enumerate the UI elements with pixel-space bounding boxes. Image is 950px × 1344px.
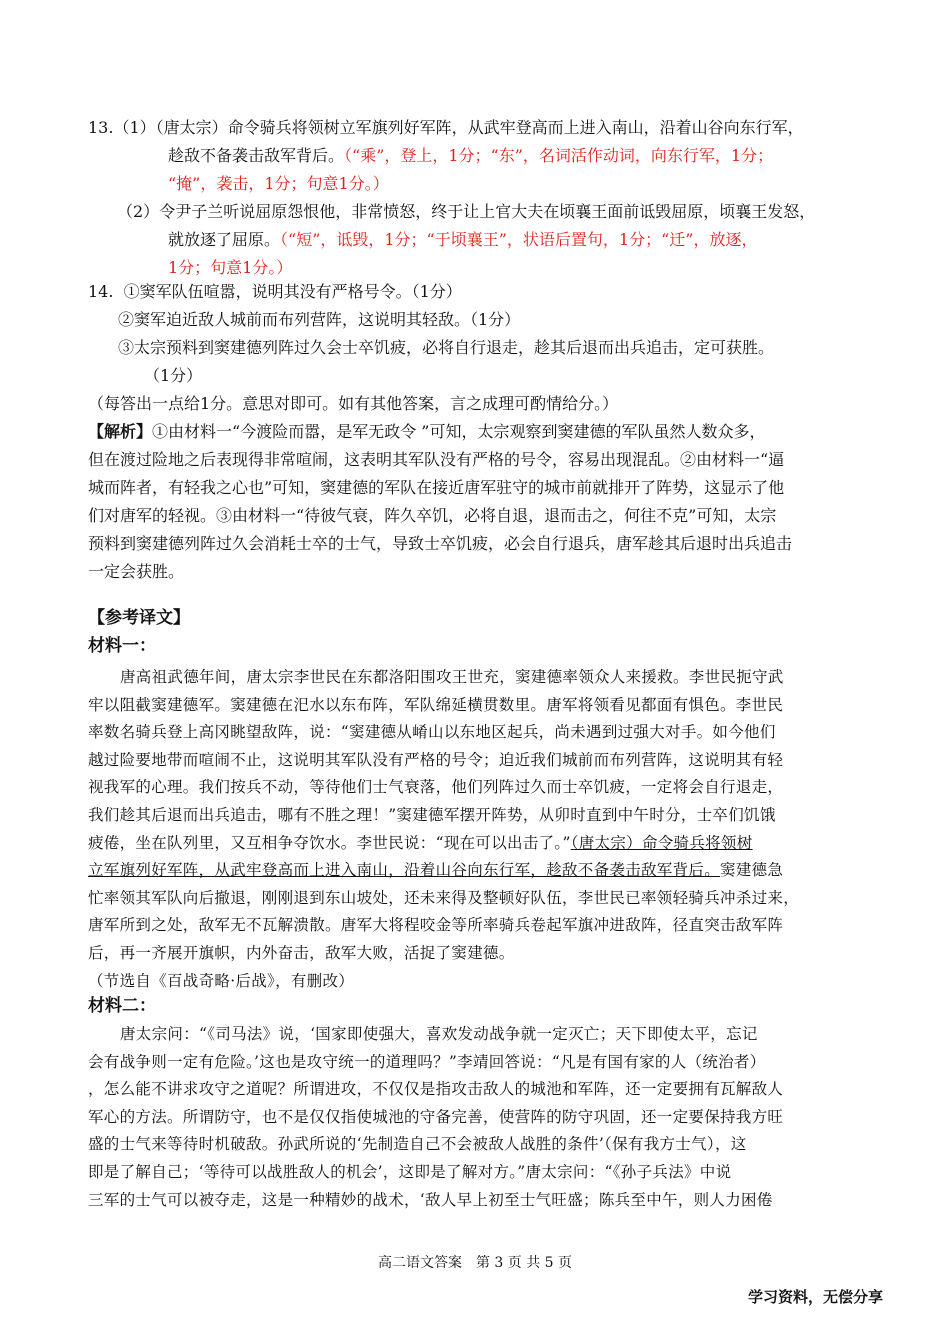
paragraph-line: 忙率领其军队向后撤退，刚刚退到东山坡处，还未来得及整顿好队伍，李世民已率领轻骑兵冲杀过来，: [88, 888, 800, 907]
page-footer: 高二语文答案 第 3 页 共 5 页: [377, 1255, 573, 1271]
paragraph-line: 视我军的心理。我们按兵不动，等待他们士气衰落，他们列阵过久而士卒饥疲，一定将会自行退走，: [88, 778, 784, 797]
paragraph-line: 唐军所到之处，敌军无不瓦解溃散。唐军大将程咬金等所率骑兵卷起军旗冲进敌阵，径直突击敌军阵: [88, 916, 784, 935]
score-note: （“乘”，登上，1分；“东”，名词活作动词，向东行军，1分；: [344, 146, 774, 165]
underlined-sentence: （唐太宗）命令骑兵将领树: [570, 833, 753, 852]
q13-p2-line1: （2）令尹子兰听说屈原怨恨他，非常愤怒，终于让上官大夫在顷襄王面前诋毁屈原，顷襄王发怒，: [117, 202, 816, 221]
material-1-title: 材料一：: [88, 636, 156, 656]
paragraph-line: 我们趁其后退而出兵追击，哪有不胜之理！”窦建德军摆开阵势，从卯时直到中午时分，士卒们饥饿: [88, 805, 776, 824]
score-note: 1分；句意1分。）: [168, 258, 293, 277]
paragraph-line: 即是了解自己；‘等待可以战胜敌人的机会’，这即是了解对方。”唐太宗问：“《孙子兵法》中说: [88, 1162, 732, 1181]
analysis-line: 城而阵者，有轻我之心也”可知，窦建德的军队在接近唐军驻守的城市前就排开了阵势，这显示了他: [88, 478, 785, 497]
analysis-line: 一定会获胜。: [88, 562, 185, 581]
paragraph-line: 会有战争则一定有危险。’这也是攻守统一的道理吗？”李靖回答说：“凡是有国有家的人（统治者）: [88, 1052, 766, 1071]
paragraph-line: 立军旗列好军阵，从武牢登高而上进入南山，沿着山谷向东行军，趁敌不备袭击敌军背后。窦建德急: [88, 861, 784, 880]
q14-answer-2: ②窦军迫近敌人城前而布列营阵，这说明其轻敌。（1分）: [118, 310, 521, 329]
question-14: [88, 278, 868, 586]
underlined-sentence: 立军旗列好军阵，从武牢登高而上进入南山，沿着山谷向东行军，趁敌不备袭击敌军背后。: [88, 861, 721, 880]
material-1-text: [88, 664, 868, 995]
section-title: 【参考译文】: [88, 608, 190, 628]
paragraph-line: 后，再一齐展开旗帜，内外奋击，敌军大败，活捉了窦建德。: [88, 943, 515, 962]
share-note: 学习资料，无偿分享: [748, 1288, 884, 1306]
score-note: “掩”，袭击，1分；句意1分。）: [168, 174, 389, 193]
paragraph-line: 唐太宗问：“《司马法》说，‘国家即使强大，喜欢发动战争就一定灭亡；天下即使太平，忘记: [120, 1025, 758, 1043]
paragraph-line: 率数名骑兵登上高冈眺望敌阵，说：“窦建德从崤山以东地区起兵，尚未遇到过强大对手。如今他们: [88, 723, 776, 742]
q13-p1-line1: 13.（1）（唐太宗）命令骑兵将领树立军旗列好军阵，从武牢登高而上进入南山，沿着山谷向东行军，: [88, 118, 804, 137]
analysis-line: 们对唐军的轻视。③由材料一“待彼气衰，阵久卒饥，必将自退，退而击之，何往不克”可知，太宗: [88, 506, 777, 525]
analysis-label: 【解析】: [88, 422, 153, 441]
q13-p1-line2: 趁敌不备袭击敌军背后。（“乘”，登上，1分；“东”，名词活作动词，向东行军，1分；: [168, 146, 774, 165]
reference-translation: [88, 604, 868, 660]
paragraph-line: 疲倦，坐在队列里，又互相争夺饮水。李世民说：“现在可以出击了。”（唐太宗）命令骑兵将领树: [88, 833, 753, 852]
q14-answer-1: 14. ①窦军队伍喧嚣，说明其没有严格号令。（1分）: [88, 282, 462, 301]
material-2-title: 材料二：: [88, 996, 156, 1016]
paragraph-line: 三军的士气可以被夺走，这是一种精妙的战术，‘敌人早上初至士气旺盛；陈兵至中午，则人力困倦: [88, 1190, 773, 1209]
paragraph-line: 军心的方法。所谓防守，也不是仅仅指使城池的守备完善，使营阵的防守巩固，还一定要保持我方旺: [88, 1107, 784, 1126]
question-13: [88, 114, 868, 282]
q13-p2-line2: 就放逐了屈原。（“短”，诋毁，1分；“于顷襄王”，状语后置句，1分；“迁”，放逐，: [168, 230, 758, 249]
source-note: （节选自《百战奇略·后战》，有删改）: [88, 971, 355, 990]
paragraph-line: 唐高祖武德年间，唐太宗李世民在东都洛阳围攻王世充，窦建德率领众人来援救。李世民扼守武: [120, 668, 784, 686]
paragraph-line: 牢以阻截窦建德军。窦建德在汜水以东布阵，军队绵延横贯数里。唐军将领看见都面有惧色。李世民: [88, 695, 784, 714]
q14-answer-3-score: （1分）: [144, 366, 203, 385]
paragraph-line: 越过险要地带而喧闹不止，这说明其军队没有严格的号令；迫近我们城前而布列营阵，这说明其有轻: [88, 750, 784, 769]
paragraph-line: 盛的士气来等待时机破敌。孙武所说的‘先制造自己不会被敌人战胜的条件’（保有我方士气），这: [88, 1135, 747, 1154]
score-note: （“短”，诋毁，1分；“于顷襄王”，状语后置句，1分；“迁”，放逐，: [280, 230, 758, 249]
material-2: [88, 992, 868, 1020]
q14-note: （每答出一点给1分。意思对即可。如有其他答案，言之成理可酌情给分。）: [88, 394, 619, 413]
analysis-line: 但在渡过险地之后表现得非常喧闹，这表明其军队没有严格的号令，容易出现混乱。②由材料一“逼: [88, 450, 785, 469]
material-2-text: [88, 1021, 868, 1214]
paragraph-line: ，怎么能不讲求攻守之道呢？所谓进攻，不仅仅是指攻击敌人的城池和军阵，还一定要拥有瓦解敌人: [88, 1080, 784, 1099]
analysis-line: 【解析】①由材料一“今渡险而嚣，是军无政令 ”可知，太宗观察到窦建德的军队虽然人数众多，: [88, 422, 766, 441]
analysis-line: 预料到窦建德列阵过久会消耗士卒的士气，导致士卒饥疲，必会自行退兵，唐军趁其后退时出兵追击: [88, 534, 793, 553]
q14-answer-3: ③太宗预料到窦建德列阵过久会士卒饥疲，必将自行退走，趁其后退而出兵追击，定可获胜。: [118, 338, 775, 357]
